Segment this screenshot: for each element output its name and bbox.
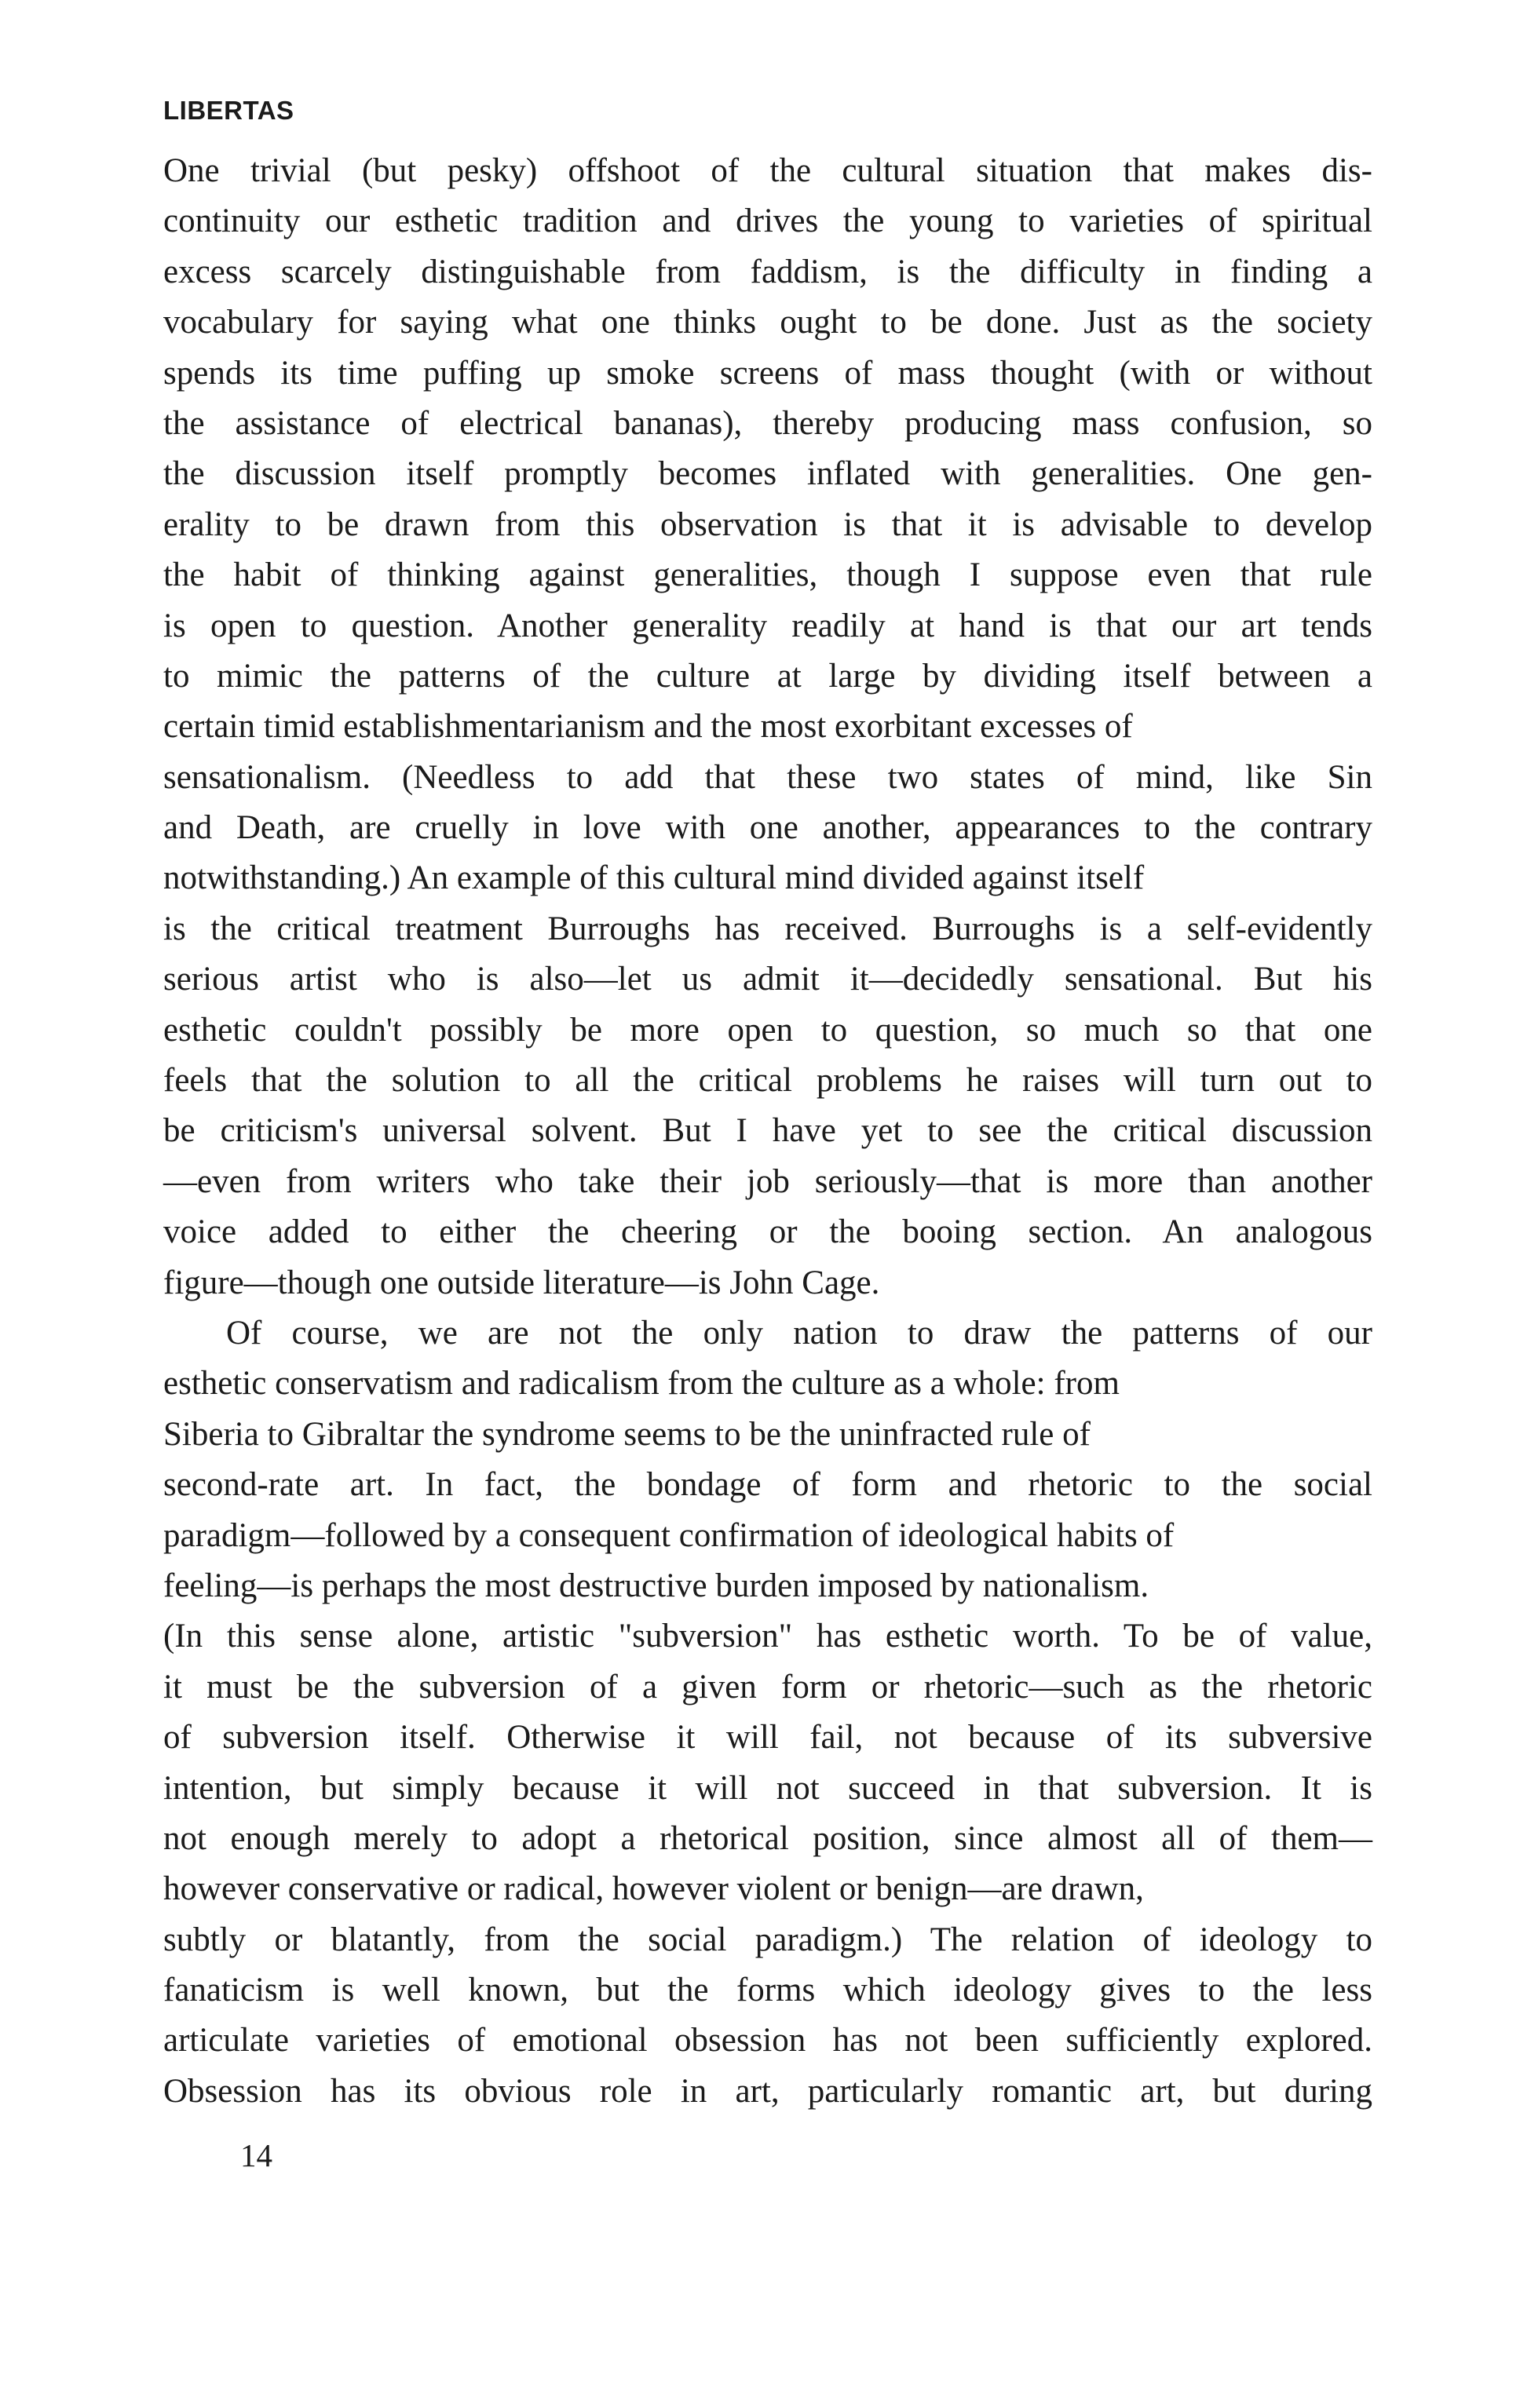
text-line: feeling—is perhaps the most destructive burden imposed by nationalism. xyxy=(163,1567,1149,1604)
text-line: certain timid establishmentarianism and the most exorbitant excesses of xyxy=(163,708,1133,746)
text-line: sensationalism. (Needless to add that these two states of mind, like Sin xyxy=(163,758,1372,796)
text-line: voice added to either the cheering or the booing section. An analogous xyxy=(163,1213,1372,1251)
text-line: fanaticism is well known, but the forms which ideology gives to the less xyxy=(163,1972,1372,2009)
text-line: esthetic couldn't possibly be more open to question, so much so that one xyxy=(163,1011,1372,1049)
text-line: is open to question. Another generality readily at hand is that our art tends xyxy=(163,607,1372,644)
text-line: spends its time puffing up smoke screens of mass thought (with or without xyxy=(163,354,1372,392)
text-line: it must be the subversion of a given form or rhetoric—such as the rhetoric xyxy=(163,1668,1372,1706)
text-line: paradigm—followed by a consequent confirmation of ideological habits of xyxy=(163,1516,1175,1554)
text-line: figure—though one outside literature—is John Cage. xyxy=(163,1264,880,1301)
text-line: intention, but simply because it will not succeed in that subversion. It is xyxy=(163,1769,1372,1807)
text-line: be criticism's universal solvent. But I have yet to see the critical discussion xyxy=(163,1112,1372,1150)
text-line: Obsession has its obvious role in art, particularly romantic art, but during xyxy=(163,2072,1372,2110)
text-line: Siberia to Gibraltar the syndrome seems to be the uninfracted rule of xyxy=(163,1415,1091,1453)
text-line: the habit of thinking against generalities, though I suppose even that rule xyxy=(163,556,1372,594)
text-line: is the critical treatment Burroughs has received. Burroughs is a self-evidently xyxy=(163,910,1372,947)
text-line: subtly or blatantly, from the social paradigm.) The relation of ideology to xyxy=(163,1921,1372,1958)
text-line: One trivial (but pesky) offshoot of the cultural situation that makes dis- xyxy=(163,152,1372,189)
text-line: —even from writers who take their job seriously—that is more than another xyxy=(163,1162,1372,1200)
text-line: the assistance of electrical bananas), thereby producing mass confusion, so xyxy=(163,404,1372,442)
text-line: vocabulary for saying what one thinks ought to be done. Just as the society xyxy=(163,304,1372,341)
text-line: feels that the solution to all the critical problems he raises will turn out to xyxy=(163,1062,1372,1100)
text-line: of subversion itself. Otherwise it will fail, not because of its subversive xyxy=(163,1719,1372,1757)
page-number: 14 xyxy=(240,2137,272,2173)
text-line: not enough merely to adopt a rhetorical position, since almost all of them— xyxy=(163,1819,1372,1857)
text-line: to mimic the patterns of the culture at large by dividing itself between a xyxy=(163,657,1372,695)
text-line: and Death, are cruelly in love with one another, appearances to the contrary xyxy=(163,809,1372,847)
text-line: second-rate art. In fact, the bondage of form and rhetoric to the social xyxy=(163,1466,1372,1504)
running-head: LIBERTAS xyxy=(163,96,294,125)
text-line: notwithstanding.) An example of this cultural mind divided against itself xyxy=(163,859,1145,897)
text-line: Of course, we are not the only nation to draw the patterns of our xyxy=(226,1314,1372,1352)
text-line: continuity our esthetic tradition and drives the young to varieties of spiritual xyxy=(163,202,1372,240)
text-line: however conservative or radical, however violent or benign—are drawn, xyxy=(163,1870,1144,1908)
text-line: excess scarcely distinguishable from faddism, is the difficulty in finding a xyxy=(163,253,1372,290)
text-line: the discussion itself promptly becomes inflated with generalities. One gen- xyxy=(163,455,1372,493)
text-line: erality to be drawn from this observation is that it is advisable to develop xyxy=(163,505,1372,543)
paragraph xyxy=(163,146,1372,1308)
text-line: esthetic conservatism and radicalism from the culture as a whole: from xyxy=(163,1365,1120,1403)
text-line: articulate varieties of emotional obsession has not been sufficiently explored. xyxy=(163,2022,1372,2060)
body-text xyxy=(163,146,1372,2117)
text-line: (In this sense alone, artistic "subversion" has esthetic worth. To be of value, xyxy=(163,1618,1372,1655)
text-line: serious artist who is also—let us admit it—decidedly sensational. But his xyxy=(163,961,1372,998)
paragraph xyxy=(163,1308,1372,2117)
